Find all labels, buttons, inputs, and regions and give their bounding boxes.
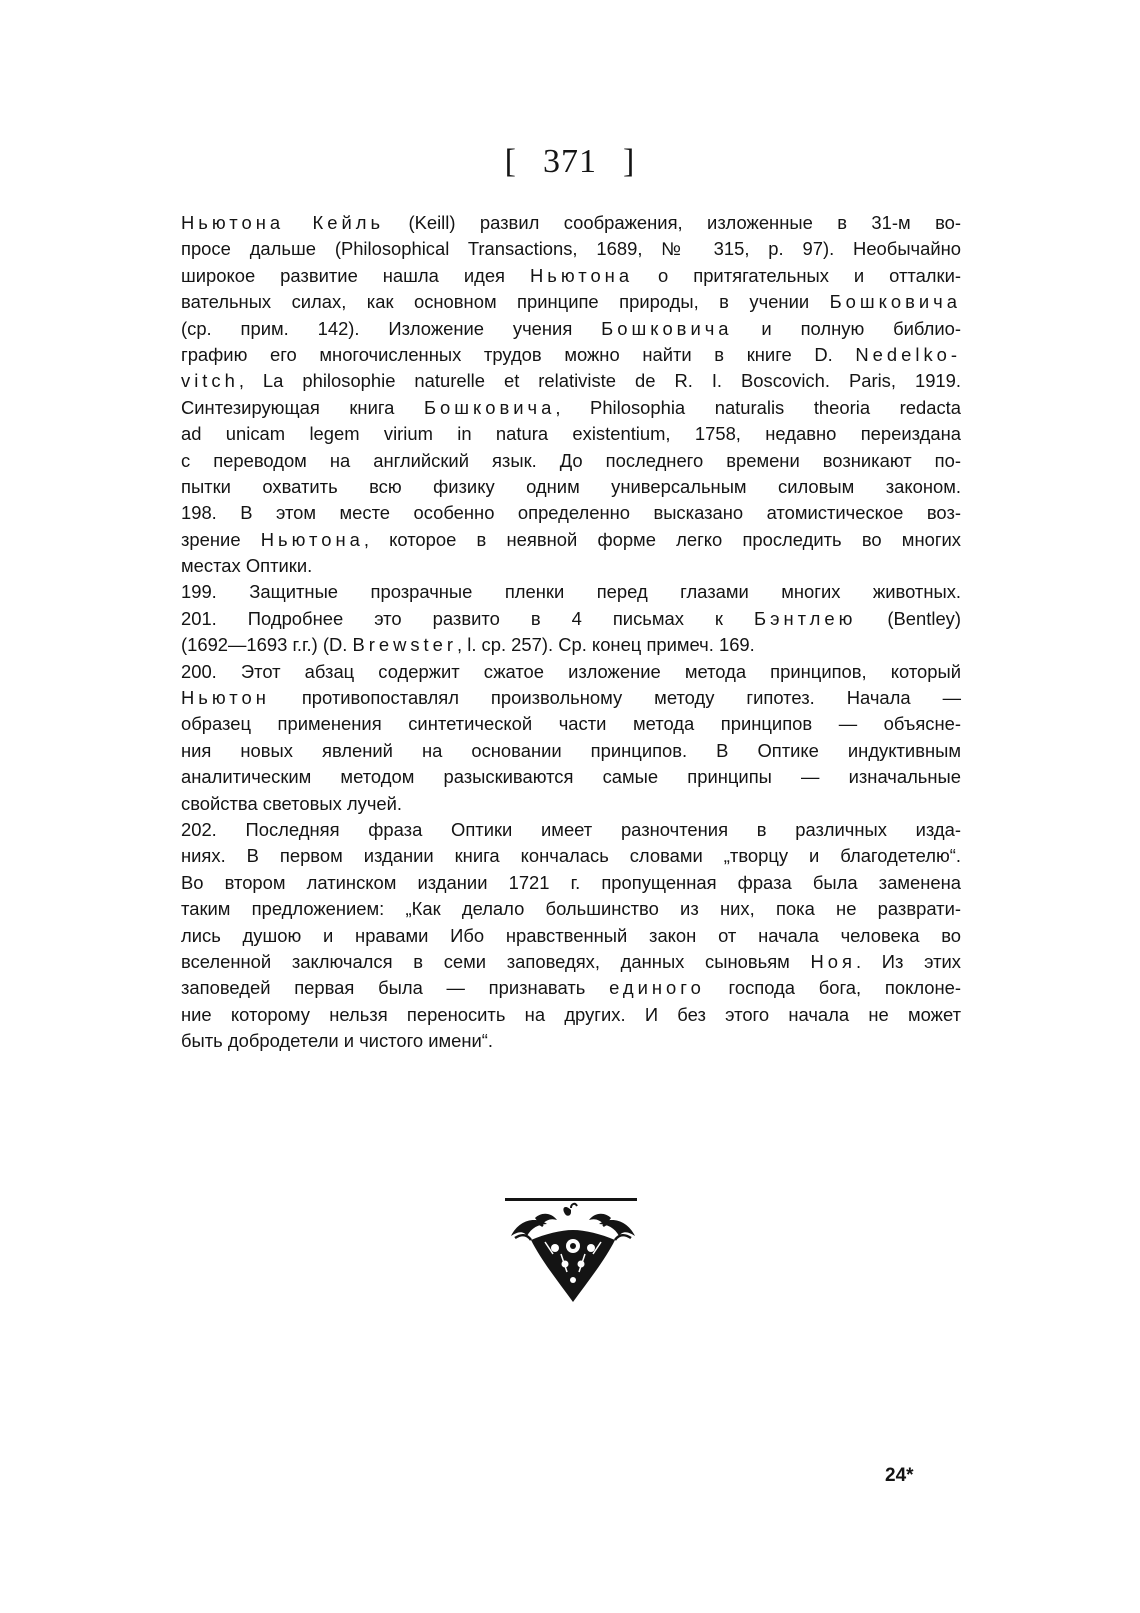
text-line [181, 685, 961, 711]
text-line [181, 263, 961, 289]
ornament-bud [551, 1244, 559, 1252]
text-segment: 201. Подробнее это развито в 4 письмах к [181, 607, 754, 629]
name-spaced: Бошковича [829, 291, 961, 313]
name-spaced: Бошковича [601, 317, 733, 339]
text-segment: заповедей первая была — признавать [181, 977, 610, 999]
text-segment: (Bentley) [856, 607, 961, 629]
floral-tailpiece-icon [505, 1190, 645, 1310]
text-line [181, 606, 961, 632]
text-segment: . Из этих [855, 950, 961, 972]
name-spaced: Nedelko- [855, 343, 961, 365]
bracket-open: [ [504, 143, 517, 180]
text-line [181, 527, 961, 553]
page-number-value: 371 [543, 143, 597, 180]
text-line [181, 975, 961, 1001]
ornament-curl [571, 1204, 577, 1208]
text-line [181, 395, 961, 421]
text-line: 202. Последняя фраза Оптики имеет разночтения в различных изда- [181, 818, 961, 840]
ornament-svg [505, 1190, 645, 1310]
text-line [181, 949, 961, 975]
text-line: просе дальше (Philosophical Transactions, 1689, № 315, p. 97). Необычайно [181, 238, 961, 260]
text-segment: графию его многочисленных трудов можно найти в книге D. [181, 343, 856, 365]
text-segment: зрение [181, 528, 261, 550]
name-spaced: vitch [181, 370, 239, 392]
text-line: пытки охватить всю физику одним универсальным силовым законом. [181, 475, 961, 497]
text-segment: , l. cp. 257). Ср. конец примеч. 169. [457, 634, 755, 656]
text-segment: , La philosophie naturelle et relativiste de R. I. Boscovich. Paris, 1919. [238, 370, 961, 392]
ornament-bud [570, 1277, 576, 1283]
text-line: с переводом на английский язык. До последнего времени возникают по- [181, 449, 961, 471]
name-spaced: Ньютона Кейль [181, 212, 385, 233]
name-spaced: Ноя [810, 950, 856, 972]
text-line: ниях. В первом издании книга кончалась словами „творцу и благодетелю“. [181, 845, 961, 867]
text-segment: широкое развитие нашла идея [181, 264, 530, 286]
text-segment: о притягательных и отталки- [633, 264, 961, 286]
text-line: 200. Этот абзац содержит сжатое изложение метода принципов, который [181, 660, 961, 682]
text-line: Во втором латинском издании 1721 г. пропущенная фраза была заменена [181, 871, 961, 893]
text-line: местах Оптики. [181, 555, 313, 577]
name-spaced: Ньютона [529, 264, 634, 286]
bracket-close: ] [623, 143, 636, 180]
text-segment: (1692—1693 г.г.) (D. [181, 634, 353, 656]
text-segment: (ср. прим. 142). Изложение учения [181, 317, 602, 339]
text-line: аналитическим методом разыскиваются самые принципы — изначальные [181, 766, 961, 788]
text-segment: , Philosophia naturalis theoria redacta [555, 396, 961, 418]
text-segment: , которое в неявной форме легко проследить во многих [363, 528, 962, 550]
name-spaced: Ньютона [260, 528, 364, 550]
text-line: ния новых явлений на основании принципов. В Оптике индуктивным [181, 739, 961, 761]
ornament-rule [505, 1198, 637, 1201]
text-segment: Синтезирующая книга [181, 396, 424, 418]
name-spaced: Brewster [352, 634, 458, 656]
text-line: 198. В этом месте особенно определенно высказано атомистическое воз- [181, 502, 961, 524]
name-spaced: единого [609, 977, 705, 999]
text-line: свойства световых лучей. [181, 792, 403, 814]
text-segment: господа бога, поклоне- [704, 977, 961, 999]
name-spaced: Бошковича [423, 396, 556, 418]
ornament-sprig [563, 1207, 571, 1216]
ornament-bud [587, 1244, 595, 1252]
text-line: лись душою и нравами Ибо нравственный закон от начала человека во [181, 924, 961, 946]
text-segment: (Keill) развил соображения, изложенные в 31-м во- [384, 212, 961, 233]
text-line: быть добродетели и чистого имени“. [181, 1030, 494, 1052]
printer-signature: 24* [885, 1465, 914, 1486]
text-line: ние которому нельзя переносить на других. И без этого начала не может [181, 1003, 961, 1025]
text-line [181, 316, 961, 342]
ornament-flower-center [570, 1243, 576, 1249]
page-number [0, 143, 1140, 181]
text-line [181, 368, 961, 394]
text-segment: вательных силах, как основном принципе природы, в учении [181, 291, 830, 313]
text-line: 199. Защитные прозрачные пленки перед глазами многих животных. [181, 581, 961, 603]
text-segment: вселенной заключался в семи заповедях, данных сыновьям [181, 950, 811, 972]
text-line [181, 632, 961, 658]
text-line [181, 210, 961, 236]
text-segment: противопоставлял произвольному методу гипотез. Начала — [269, 687, 961, 709]
text-line: таким предложением: „Как делало большинство из них, пока не разврати- [181, 898, 961, 920]
text-line [181, 289, 961, 315]
name-spaced: Бэнтлею [754, 607, 857, 629]
text-line: ad unicam legem virium in natura existentium, 1758, недавно переиздана [181, 423, 961, 445]
name-spaced: Ньютон [181, 687, 270, 709]
text-line: образец применения синтетической части метода принципов — объясне- [181, 713, 961, 735]
text-line [181, 342, 961, 368]
text-segment: и полную библио- [732, 317, 961, 339]
notes-text [181, 210, 961, 1055]
